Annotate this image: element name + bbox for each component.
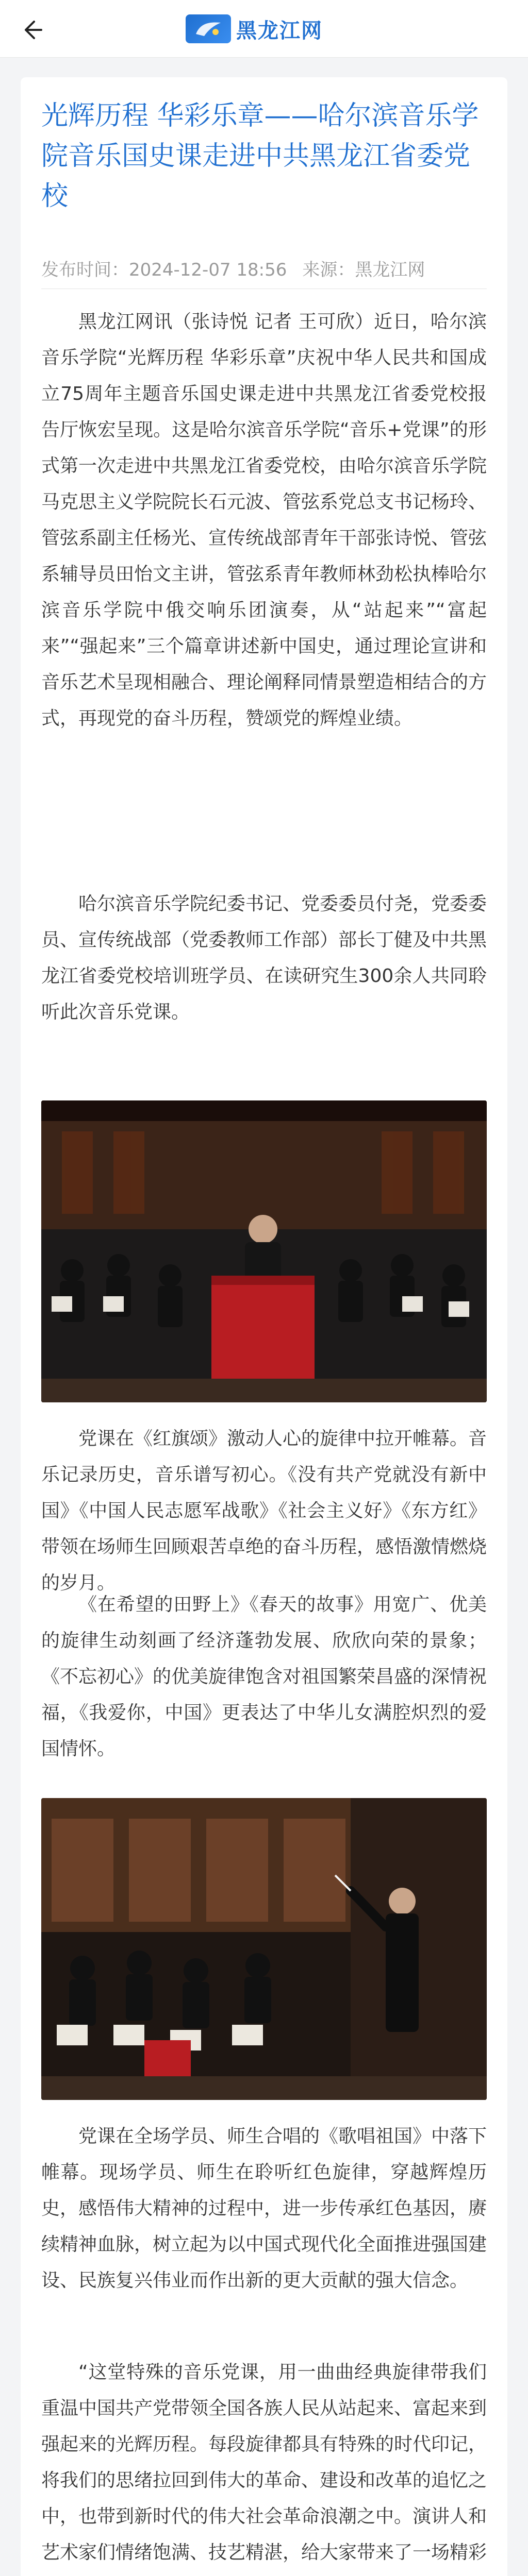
publish-time: 发布时间：2024-12-07 18:56 [41, 260, 287, 280]
brand-logo[interactable] [186, 10, 340, 47]
heilongjiang-net-logo-icon [186, 14, 231, 43]
photo-conductor-orchestra [41, 1798, 487, 2100]
paragraph-2: 哈尔滨音乐学院纪委书记、党委委员付尧，党委委员、宣传统战部（党委教师工作部）部长丁健及中共黑龙江省委党校培训班学员、在读研究生300余人共同聆听此次音乐党课。 [41, 893, 487, 1023]
paragraph-5: 党课在全场学员、师生合唱的《歌唱祖国》中落下帷幕。现场学员、师生在聆听红色旋律，穿越辉煌历史，感悟伟大精神的过程中，进一步传承红色基因，赓续精神血脉，树立起为以中国式现代化全面推进强国建设、民族复兴伟业而作出新的更大贡献的强大信念。 [41, 2126, 487, 2291]
back-button[interactable] [15, 13, 48, 46]
article-title: 光辉历程 华彩乐章——哈尔滨音乐学院音乐国史课走进中共黑龙江省委党校 [41, 100, 479, 212]
source-name: 黑龙江网 [355, 260, 425, 280]
paragraph-3: 党课在《红旗颂》激动人心的旋律中拉开帷幕。音乐记录历史，音乐谱写初心。《没有共产党就没有新中国》《中国人民志愿军战歌》《社会主义好》《东方红》带领在场师生回顾艰苦卓绝的奋斗历程，感悟激情燃烧的岁月。 [41, 1428, 487, 1594]
source-label: 来源： [302, 260, 355, 280]
brand-name: 黑龙江网 [236, 19, 323, 43]
paragraph-6: “这堂特殊的音乐党课，用一曲曲经典旋律带我们重温中国共产党带领全国各族人民从站起来、富起来到强起来的光辉历程。每段旋律都具有特殊的时代印记，将我们的思绪拉回到伟大的革命、建设和改革的追忆之中，也带到新时代的伟大社会革命浪潮之中。演讲人和艺术家们情绪饱满、技艺精湛，给大家带来了一场精彩 [41, 2362, 487, 2563]
article-meta [41, 256, 487, 281]
article-card [21, 77, 507, 2576]
paragraph-4: 《在希望的田野上》《春天的故事》用宽广、优美的旋律生动刻画了经济蓬勃发展、欣欣向荣的景象；《不忘初心》的优美旋律饱含对祖国繁荣昌盛的深情祝福，《我爱你，中国》更表达了中华儿女满腔炽烈的爱国情怀。 [41, 1594, 487, 1759]
paragraph-1: 黑龙江网讯（张诗悦 记者 王可欣）近日，哈尔滨音乐学院“光辉历程 华彩乐章”庆祝中华人民共和国成立75周年主题音乐国史课走进中共黑龙江省委党校报告厅恢宏呈现。这是哈尔滨音乐学院“音乐+党课”的形式第一次走进中共黑龙江省委党校，由哈尔滨音乐学院马克思主义学院院长石元波、管弦系党总支书记杨玲、管弦系副主任杨光、宣传统战部青年干部张诗悦、管弦系辅导员田怡文主讲，管弦系青年教师林劲松执棒哈尔滨音乐学院中俄交响乐团演奏，从“站起来”“富起来”“强起来”三个篇章讲述新中国史，通过理论宣讲和音乐艺术呈现相融合、理论阐释同情景塑造相结合的方式，再现党的奋斗历程，赞颂党的辉煌业绩。 [41, 311, 487, 729]
top-nav-bar [0, 0, 528, 58]
article-source [302, 256, 425, 281]
arrow-left-icon [21, 19, 43, 41]
photo-speaker-orchestra-stage [41, 1100, 487, 1402]
